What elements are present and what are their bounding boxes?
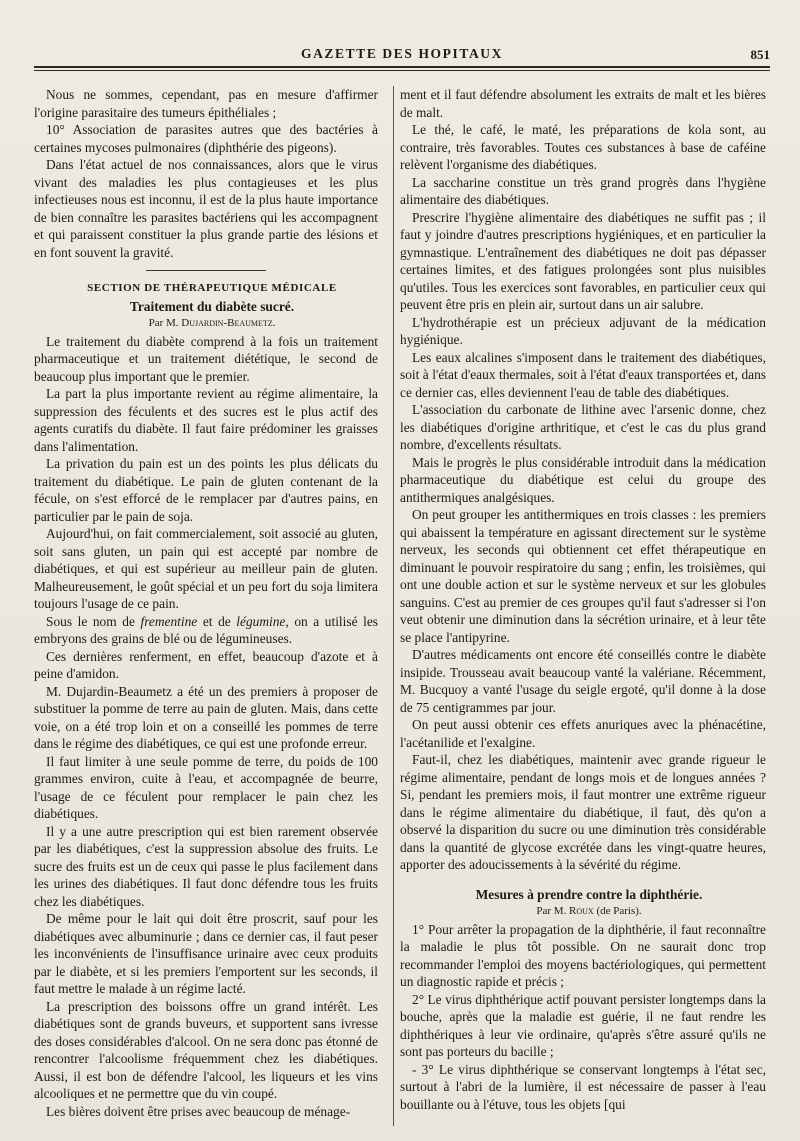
paragraph: La prescription des boissons offre un grand intérêt. Les diabétiques sont de grands buveurs, et supportent sans ivresse des doses considérables d'alcool. On ne sera donc pas étonné de rencontrer l'alcoolisme fréquemment chez les diabétiques. Aussi, il est bon de défendre l'alcool, les liqueurs et les vins alcooliques et ne permettre que du vin coupé. xyxy=(34,998,378,1101)
article-title: Traitement du diabète sucré. xyxy=(129,298,295,314)
paragraph: Prescrire l'hygiène alimentaire des diabétiques ne suffit pas ; il faut y joindre d'autres prescriptions hygiéniques, et en particulier la gymnastique. L'entraînement des diabétiques ne doit pas dépasser certaines limites, et des fatigues prolongées sont plus nuisibles qu'utiles. Tous les exercices sont favorables, en particulier ceux qui peuvent être pris en plein air, surtout dans un air salubre. xyxy=(400,209,766,312)
paragraph: Nous ne sommes, cependant, pas en mesure d'affirmer l'origine parasitaire des tumeurs épithéliales ; xyxy=(34,87,378,120)
paragraph: 10° Association de parasites autres que des bactéries à certaines mycoses pulmonaires (diphthérie des pigeons). xyxy=(34,122,378,155)
text-run: , on a utilisé les embryons des grains de blé ou de légumineuses. xyxy=(34,613,378,646)
page-header xyxy=(34,46,770,66)
left-column xyxy=(34,86,378,1136)
paragraph: Le thé, le café, le maté, les préparations de kola sont, au contraire, très favorables. Toutes ces substances à base de caféine relèvent l'organisme des diabétiques. xyxy=(400,122,766,172)
byline-author: Roux xyxy=(569,905,594,917)
byline-suffix: (de Paris). xyxy=(593,905,642,917)
byline-prefix: Par M. xyxy=(148,317,179,329)
paragraph: On peut aussi obtenir ces effets anuriques avec la phénacétine, l'acétanilide et l'exalgine. xyxy=(400,717,766,750)
paragraph: La saccharine constitue un très grand progrès dans l'hygiène alimentaire des diabétiques. xyxy=(400,174,766,207)
paragraph: - 3° Le virus diphthérique se conservant longtemps à l'état sec, surtout à l'abri de la lumière, il est nécessaire de passer à l'eau bouillante ou à l'étuve, tous les objets [qui xyxy=(400,1061,766,1112)
paragraph: L'association du carbonate de lithine avec l'arsenic donne, chez les diabétiques d'origine arthritique, et c'est le cas du plus grand nombre, d'excellents résultats. xyxy=(400,402,766,452)
paragraph: Mais le progrès le plus considérable introduit dans la médication pharmaceutique du diabétique est celui du groupe des antithermiques analgésiques. xyxy=(400,454,766,505)
section-title: SECTION DE THÉRAPEUTIQUE MÉDICALE xyxy=(87,282,337,294)
byline xyxy=(400,903,766,921)
byline-prefix: Par M. xyxy=(536,905,567,917)
paragraph: ment et il faut défendre absolument les extraits de malt et les bières de malt. xyxy=(400,87,766,120)
right-column xyxy=(400,86,766,1136)
paragraph: Aujourd'hui, on fait commercialement, soit associé au gluten, soit sans gluten, un pain qui est accepté par nombre de diabétiques, et qui est supérieur au meilleur pain de gluten. Malheureusement, le goût spécial et un peu fort du soja limitera toujours l'usage de ce pain. xyxy=(34,526,378,611)
paragraph: L'hydrothérapie est un précieux adjuvant de la médication hygiénique. xyxy=(400,314,766,347)
text-run: Sous le nom de xyxy=(46,613,141,629)
paragraph: 1° Pour arrêter la propagation de la diphthérie, il faut reconnaître la maladie le plus tôt possible. On ne saurait donc trop recommander l'emploi des moyens bactériologiques, qui permettent un diagnostic rapide et précis ; xyxy=(400,921,766,989)
paragraph: Il faut limiter à une seule pomme de terre, du poids de 100 grammes environ, cuite à l'eau, et accompagnée de beurre, l'usage de ce féculent pour remplacer le pain chez les diabétiques. xyxy=(34,753,378,821)
byline-author: Dujardin-Beaumetz. xyxy=(181,317,276,329)
italic-term: légumine xyxy=(236,613,286,629)
paragraph: La part la plus importante revient au régime alimentaire, la suppression des féculents et des sucres est le plus actif des agents curatifs du diabète. Il faut faire prédominer les graisses dans l'alimentation. xyxy=(34,386,378,454)
paragraph: Faut-il, chez les diabétiques, maintenir avec grande rigueur le régime alimentaire, pendant de longs mois et de longues années ? Si, pendant les premiers mois, il faut montrer une extrême rigueur dans le régime alimentaire du diabétique, il faut, dès qu'on a observé la disparition du sucre ou une diminution très considérable dans la quantité de glycose excrétée dans les vingt-quatre heures, apporter des adoucissements à la sévérité du régime. xyxy=(400,752,766,872)
paragraph: Il y a une autre prescription qui est bien rarement observée par les diabétiques, c'est la suppression absolue des fruits. Le sucre des fruits est un de ceux qui passe le plus facilement dans les urines des diabétiques. Il faut donc défendre tous les fruits chez les diabétiques. xyxy=(34,823,378,909)
byline xyxy=(34,315,378,333)
paragraph: D'autres médicaments ont encore été conseillés contre le diabète insipide. Trousseau avait beaucoup vanté la valériane. Récemment, M. Bucquoy a vanté l'usage du seigle ergoté, qu'il donne à la dose de 75 centigrammes par jour. xyxy=(400,647,766,715)
italic-term: frementine xyxy=(140,613,198,629)
paragraph: Les bières doivent être prises avec beaucoup de ménage- xyxy=(46,1103,351,1119)
header-rule-thin xyxy=(34,70,770,71)
header-rule xyxy=(34,66,770,68)
page-number: 851 xyxy=(750,47,770,62)
paragraph xyxy=(34,613,378,648)
paragraph: De même pour le lait qui doit être proscrit, sauf pour les diabétiques avec albuminurie ; dans ce dernier cas, il faut peser les inconvénients de l'insuffisance urinaire avec ceux produits par le diabète, et si les premiers l'emportent sur les seconds, il faut mettre le malade à un régime lacté. xyxy=(34,911,378,996)
running-title: GAZETTE DES HOPITAUX xyxy=(300,46,504,61)
paragraph: La privation du pain est un des points les plus délicats du traitement du diabétique. Le pain de gluten contenant de la fécule, on s'est efforcé de le remplacer par d'autres pains, en particulier par le pain de soja. xyxy=(34,456,378,524)
text-run: et de xyxy=(197,613,237,629)
article-title: Mesures à prendre contre la diphthérie. xyxy=(475,886,703,902)
paragraph: M. Dujardin-Beaumetz a été un des premiers à proposer de substituer la pomme de terre au pain de gluten. Mais, dans cette voie, on a été trop loin et on a conseillé les pommes de terre dans le régime des diabétiques, ce qui est une profonde erreur. xyxy=(34,683,378,751)
paragraph: On peut grouper les antithermiques en trois classes : les premiers qui abaissent la température en agissant directement sur le système nerveux, les seconds qui obtiennent cet effet thérapeutique en diminuant le pouvoir respiratoire du sang ; enfin, les troisièmes, qui ont une double action et sur le système nerveux et sur les globules sanguins. C'est au premier de ces groupes qu'il faut s'adresser si l'on veut obtenir une diminution dans la sécrétion urinaire, et à leur tête se place l'antipyrine. xyxy=(400,507,766,645)
paragraph: Les eaux alcalines s'imposent dans le traitement des diabétiques, soit à l'état d'eaux thermales, soit à l'état d'eaux transportées et, dans ce dernier cas, elles deviennent l'eau de table des diabétiques. xyxy=(400,349,766,400)
paragraph: Dans l'état actuel de nos connaissances, alors que le virus vivant des maladies les plus contagieuses et les plus infectieuses nous est inconnu, il est de la plus haute importance de bien connaître les parasites bactériens qui les accompagnent et qui paraissent constituer la plus grande partie des lésions et en font souvent la gravité. xyxy=(34,157,378,260)
paragraph: Le traitement du diabète comprend à la fois un traitement pharmaceutique et un traitement diététique, le second de beaucoup plus important que le premier. xyxy=(34,333,378,384)
paragraph: Ces dernières renferment, en effet, beaucoup d'azote et à peine d'amidon. xyxy=(34,648,378,681)
paragraph: 2° Le virus diphthérique actif pouvant persister longtemps dans la bouche, après que la maladie est guérie, il ne faut rendre les diphthériques à leur vie ordinaire, qu'après s'être assuré qu'ils ne sont pas porteurs du bacille ; xyxy=(400,991,766,1059)
column-divider xyxy=(393,86,394,1126)
section-separator xyxy=(146,270,266,271)
